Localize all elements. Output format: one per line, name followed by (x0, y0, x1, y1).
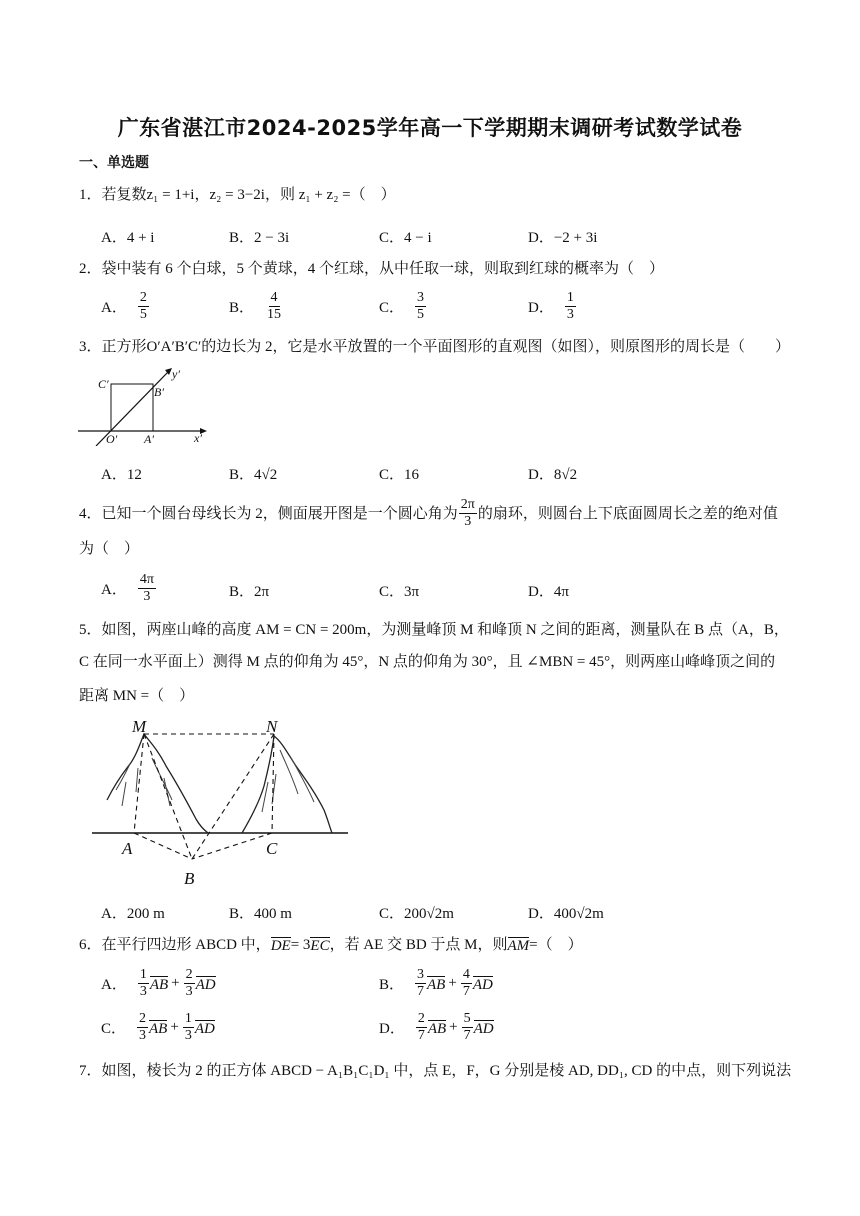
vector-ec: EC (310, 938, 330, 954)
q4-angle-fraction (459, 497, 477, 530)
numerator: 2 (417, 1011, 425, 1026)
denominator: 5 (417, 307, 425, 322)
q5-option-a[interactable]: A．200 m (101, 906, 165, 922)
q3-option-b[interactable]: B．4√2 (229, 467, 278, 483)
vector-ab: AB (427, 976, 446, 993)
q1-option-d[interactable]: D．−2 + 3i (528, 230, 598, 246)
vector-ab: AB (149, 976, 169, 993)
label-a: A (122, 839, 133, 858)
denominator: 3 (143, 589, 151, 604)
q6-stem-part1: 6．在平行四边形 ABCD 中， (79, 937, 271, 953)
denominator: 3 (139, 1028, 147, 1043)
q6-stem-part3: =（ ） (529, 937, 583, 953)
denominator: 3 (464, 514, 472, 529)
question-5-line-2: C 在同一水平面上）测得 M 点的仰角为 45°，N 点的仰角为 30°，且 ∠MBN = 45°，则两座山峰峰顶之间的 (79, 654, 776, 670)
q4-option-c[interactable]: C．3π (379, 584, 420, 600)
coef-1 (416, 1011, 427, 1044)
q3-option-c[interactable]: C．16 (379, 467, 420, 483)
denominator: 15 (267, 307, 282, 322)
q6-option-a[interactable]: A． $\frac{1}{3}$ AB + $\frac{2}{3}$ AD (101, 967, 216, 999)
label-m: M (132, 717, 147, 736)
q4-option-b[interactable]: B．2π (229, 584, 270, 600)
numerator: 2 (185, 967, 193, 982)
q4-a-fraction (138, 572, 156, 605)
numerator: 2 (139, 290, 147, 305)
q6-b-key: B． (379, 977, 405, 993)
label-n: N (266, 717, 278, 736)
q5-mountain-figure (92, 716, 350, 892)
vector-ad: AD (473, 1020, 494, 1037)
vector-de: DE (270, 938, 291, 954)
q5-option-d[interactable]: D．400√2m (528, 906, 604, 922)
denominator: 7 (417, 1028, 425, 1043)
question-2-stem: 2．袋中装有 6 个白球，5 个黄球，4 个红球，从中任取一球，则取到红球的概率为（ ） (79, 261, 665, 277)
coef-1 (138, 967, 149, 1000)
label-x-prime: x′ (194, 431, 202, 445)
question-3-stem: 3．正方形O′A′B′C′的边长为 2，它是水平放置的一个平面图形的直观图（如图），则原图形的周长是（ ） (79, 339, 791, 355)
q2-b-key: B． (229, 300, 255, 316)
q1-option-a[interactable]: A．4 + i (101, 230, 155, 246)
label-o-prime: O′ (106, 432, 118, 446)
denominator: 5 (139, 307, 147, 322)
coef-2 (184, 967, 195, 1000)
q5-option-b[interactable]: B．400 m (229, 906, 292, 922)
q2-option-d[interactable] (528, 290, 577, 323)
q2-d-fraction (565, 290, 576, 323)
coef-2 (183, 1011, 194, 1044)
numerator: 4 (462, 967, 470, 982)
q4-a-key: A． (101, 582, 127, 598)
q6-stem-part2: ，若 AE 交 BD 于点 M，则 (329, 937, 508, 953)
vector-ad: AD (194, 1020, 215, 1037)
q4-option-a[interactable] (101, 572, 157, 605)
label-c-prime: C′ (98, 377, 109, 391)
denominator: 7 (417, 984, 425, 999)
q4-stem-part2: 的扇环，则圆台上下底面圆周长之差的绝对值 (477, 505, 778, 522)
q2-option-c[interactable] (379, 290, 427, 323)
denominator: 7 (462, 984, 470, 999)
numerator: 1 (566, 290, 574, 305)
section-heading: 一、单选题 (79, 155, 149, 171)
q3-option-d[interactable]: D．8√2 (528, 467, 578, 483)
q3-figure (76, 366, 208, 446)
q6-c-key: C． (101, 1021, 127, 1037)
question-4-stem (79, 497, 778, 530)
q4-option-d[interactable]: D．4π (528, 584, 569, 600)
q2-a-key: A． (101, 300, 127, 316)
label-b: B (184, 869, 195, 888)
numerator: 2π (460, 497, 475, 512)
label-c: C (266, 839, 278, 858)
q2-c-fraction (415, 290, 426, 323)
q6-d-key: D． (379, 1021, 405, 1037)
q6-option-d[interactable]: D． $\frac{2}{7}$ AB + $\frac{5}{7}$ AD (379, 1011, 494, 1043)
vector-ab: AB (149, 1020, 168, 1037)
q1-option-b[interactable]: B．2 − 3i (229, 230, 290, 246)
numerator: 1 (184, 1011, 192, 1026)
question-1-stem: 1．若复数z₁ = 1+i，z₂ = 3−2i，则 z₁ + z₂ =（ ） (79, 187, 396, 203)
q6-option-c[interactable]: C． $\frac{2}{3}$ AB + $\frac{1}{3}$ AD (101, 1011, 215, 1043)
q2-b-fraction (265, 290, 283, 323)
q2-a-fraction (138, 290, 149, 323)
denominator: 3 (185, 984, 193, 999)
vector-ad: AD (472, 976, 493, 993)
numerator: 3 (417, 967, 425, 982)
q1-option-c[interactable]: C．4 − i (379, 230, 432, 246)
vector-am: AM (507, 938, 530, 954)
denominator: 3 (184, 1028, 192, 1043)
q6-option-b[interactable]: B． $\frac{3}{7}$ AB + $\frac{4}{7}$ AD (379, 967, 493, 999)
coef-1 (137, 1011, 148, 1044)
q2-option-a[interactable] (101, 290, 150, 323)
numerator: 3 (417, 290, 425, 305)
label-b-prime: B′ (154, 385, 164, 399)
denominator: 7 (463, 1028, 471, 1043)
vector-ab: AB (427, 1020, 447, 1037)
q2-d-key: D． (528, 300, 554, 316)
question-6-stem (79, 934, 583, 956)
question-7-stem: 7．如图，棱长为 2 的正方体 ABCD − A₁B₁C₁D₁ 中，点 E，F，G 分别是棱 AD, DD₁, CD 的中点，则下列说法 (79, 1063, 792, 1079)
q6-stem-mid: = 3 (290, 937, 311, 953)
page-title: 广东省湛江市2024-2025学年高一下学期期末调研考试数学试卷 (117, 116, 743, 140)
numerator: 2 (139, 1011, 147, 1026)
q2-option-b[interactable] (229, 290, 284, 323)
numerator: 1 (139, 967, 147, 982)
numerator: 4 (270, 290, 278, 305)
label-y-prime: y′ (172, 367, 180, 381)
question-4-stem-cont: 为（ ） (79, 541, 140, 557)
coef-2 (461, 967, 472, 1000)
question-5-line-1: 5．如图，两座山峰的高度 AM = CN = 200m，为测量峰顶 M 和峰顶 N 之间的距离，测量队在 B 点（A，B， (79, 622, 789, 638)
q4-stem-part1: 4．已知一个圆台母线长为 2，侧面展开图是一个圆心角为 (79, 505, 458, 522)
denominator: 3 (139, 984, 147, 999)
q3-option-a[interactable]: A．12 (101, 467, 142, 483)
numerator: 4π (139, 572, 154, 587)
vector-ad: AD (195, 976, 216, 993)
q2-c-key: C． (379, 300, 405, 316)
numerator: 5 (463, 1011, 471, 1026)
coef-2 (462, 1011, 473, 1044)
denominator: 3 (566, 307, 574, 322)
coef-1 (415, 967, 426, 1000)
q5-option-c[interactable]: C．200√2m (379, 906, 454, 922)
question-5-line-3: 距离 MN =（ ） (79, 688, 195, 704)
q6-a-key: A． (101, 977, 127, 993)
label-a-prime: A′ (144, 432, 154, 446)
